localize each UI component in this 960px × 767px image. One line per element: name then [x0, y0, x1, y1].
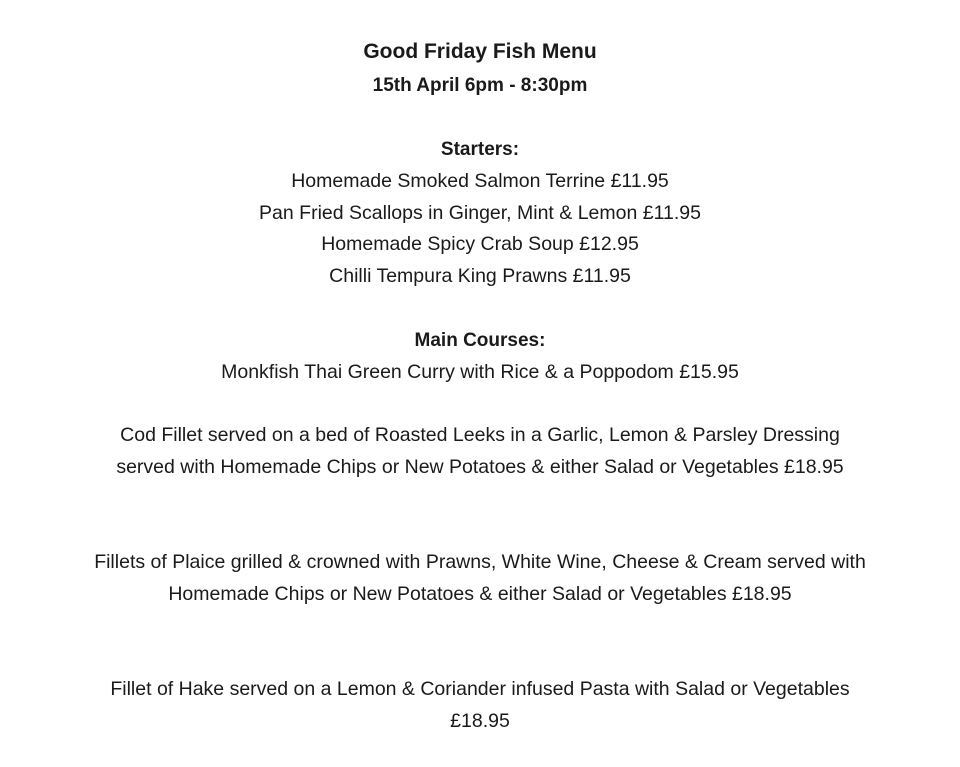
- starters-heading: Starters:: [440, 139, 520, 160]
- menu-date: 15th April 6pm - 8:30pm: [372, 75, 588, 96]
- mains-heading: Main Courses:: [414, 330, 546, 351]
- menu-title: Good Friday Fish Menu: [363, 40, 597, 63]
- main-item: Monkfish Thai Green Curry with Rice & a Poppodom £15.95: [221, 361, 739, 383]
- main-item: Fillets of Plaice grilled & crowned with Prawns, White Wine, Cheese & Cream served with Homemade Chips or New Potatoes & either Salad or Vegetables £18.95: [94, 551, 866, 605]
- starter-item: Homemade Spicy Crab Soup £12.95: [321, 233, 639, 256]
- starter-item: Pan Fried Scallops in Ginger, Mint & Lemon £11.95: [259, 201, 701, 224]
- mains-section: [0, 325, 960, 389]
- main-item: Fillet of Hake served on a Lemon & Coriander infused Pasta with Salad or Vegetables £18.95: [110, 678, 850, 732]
- main-item: Cod Fillet served on a bed of Roasted Leeks in a Garlic, Lemon & Parsley Dressing served with Homemade Chips or New Potatoes & either Salad or Vegetables £18.95: [116, 424, 844, 478]
- starters-section: [0, 134, 960, 292]
- starter-item: Homemade Smoked Salmon Terrine £11.95: [291, 170, 669, 192]
- starter-item: Chilli Tempura King Prawns £11.95: [329, 264, 631, 287]
